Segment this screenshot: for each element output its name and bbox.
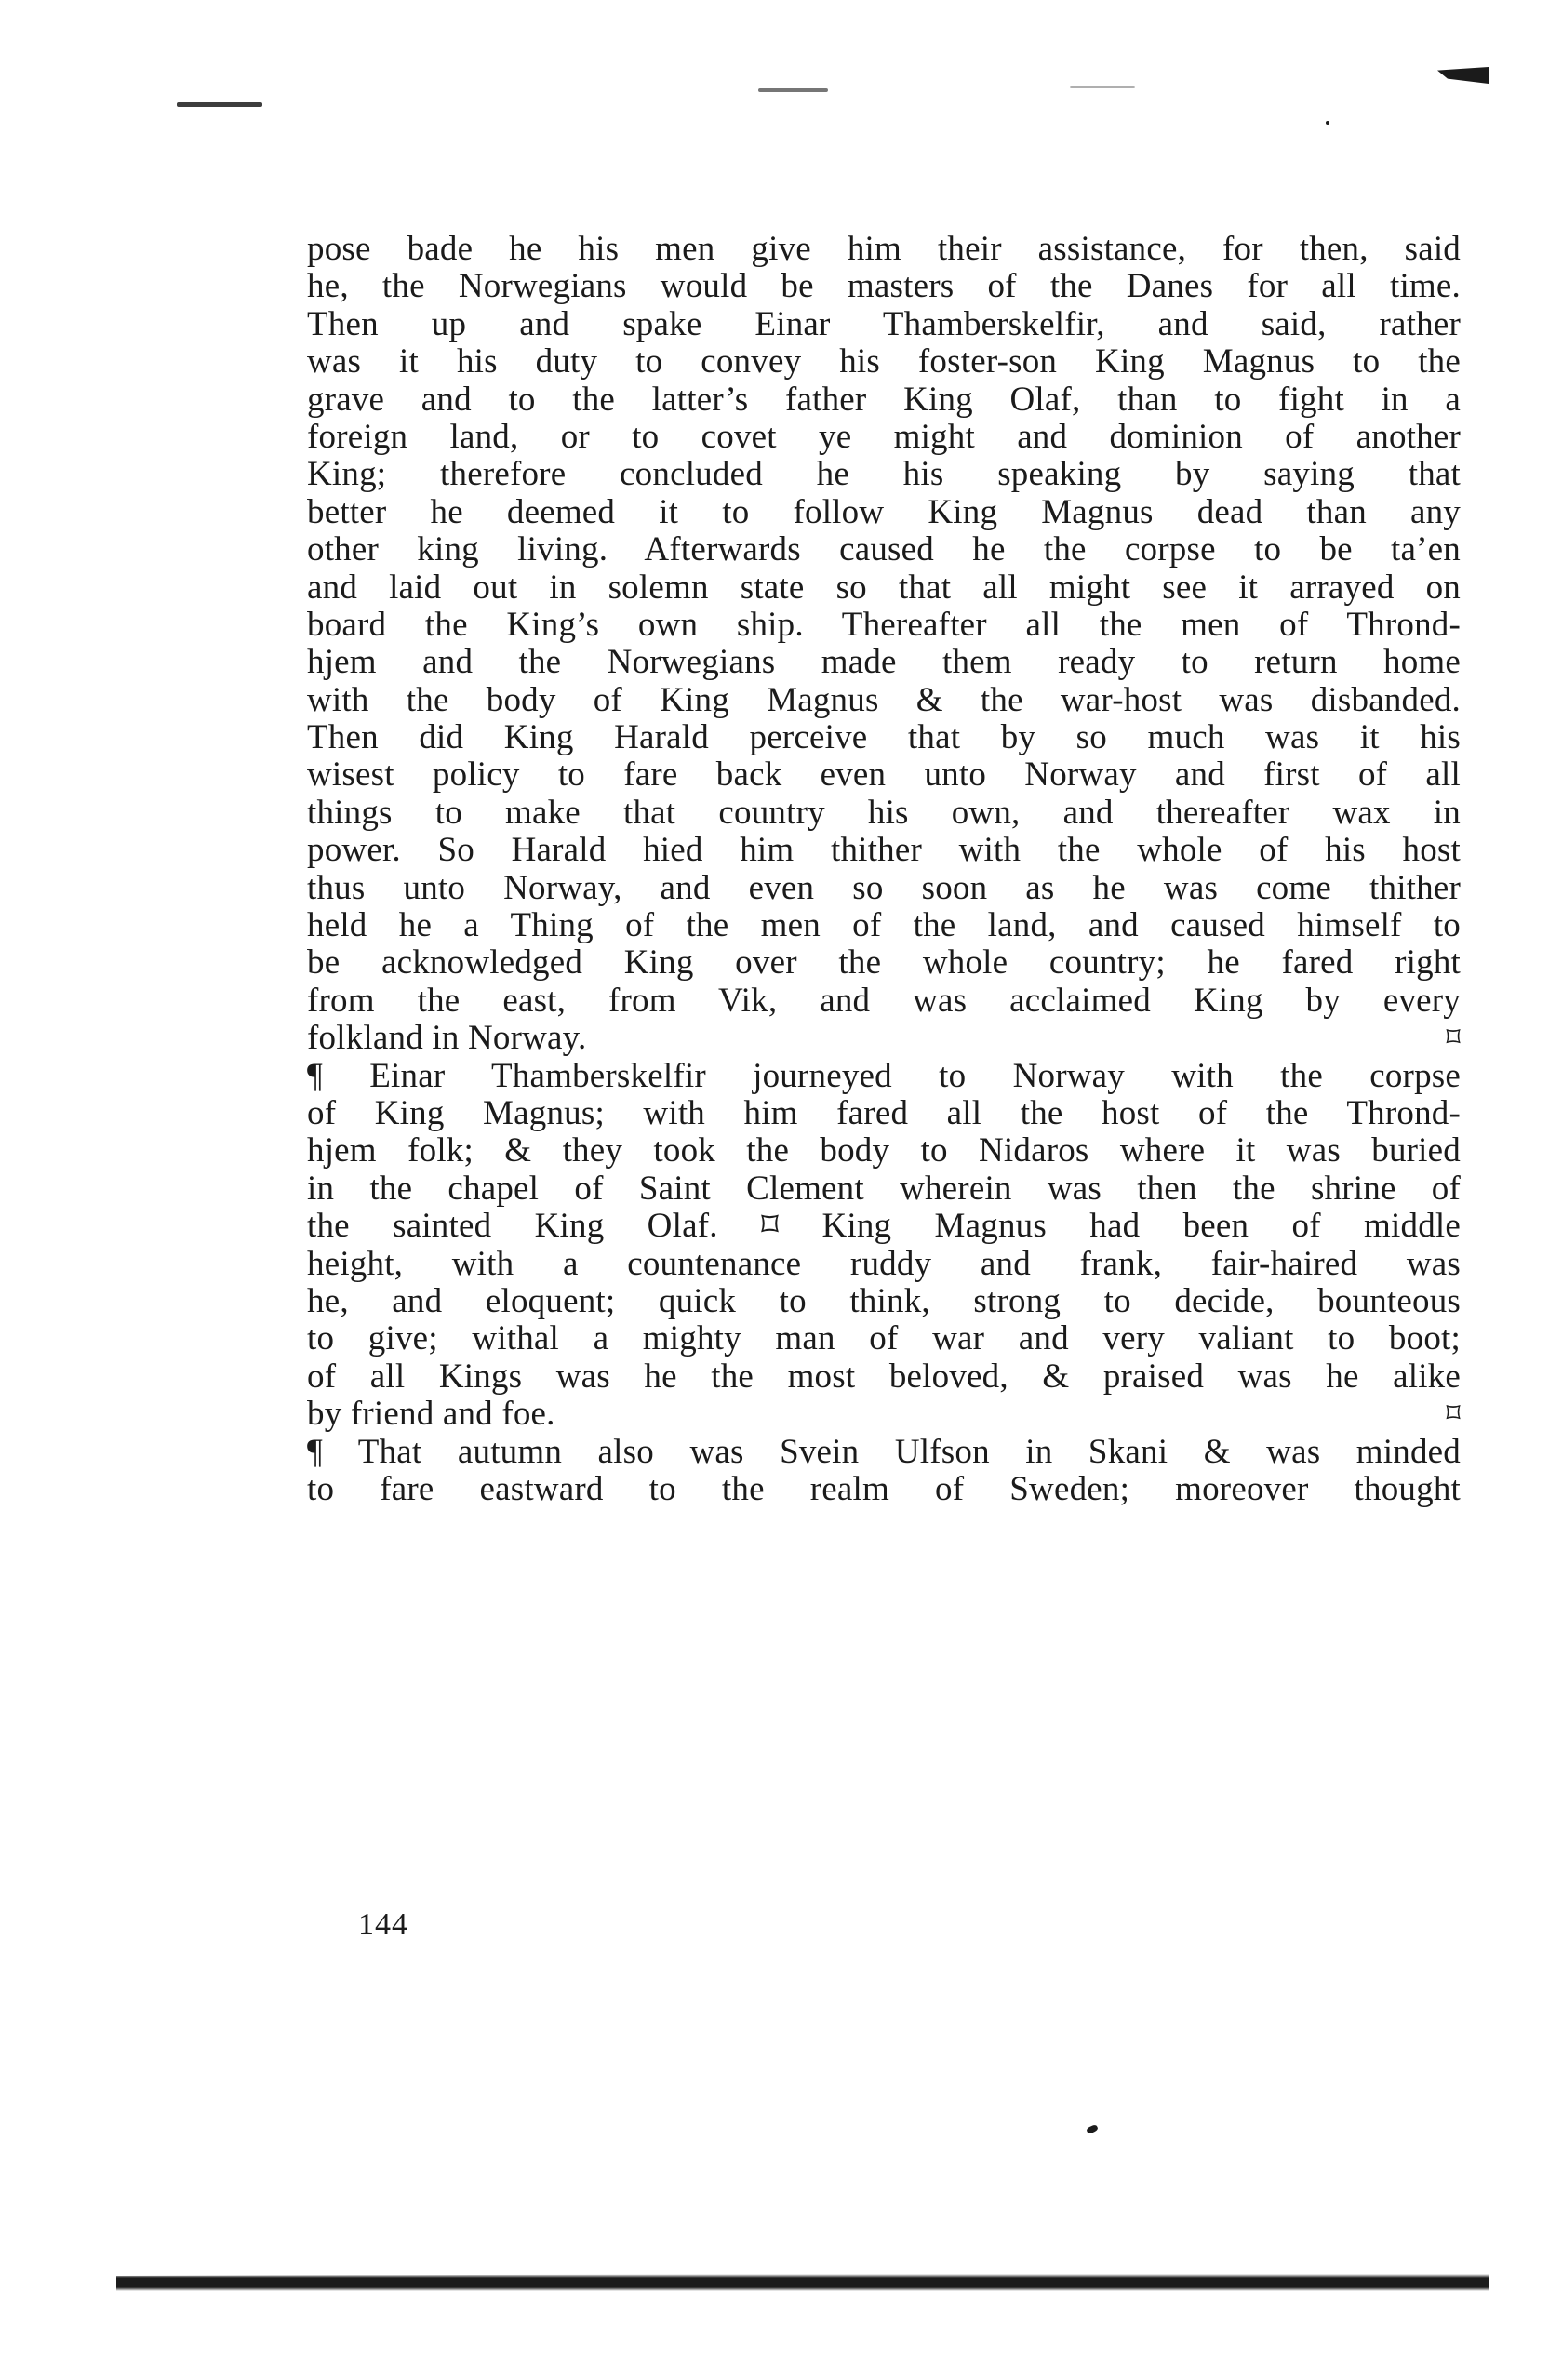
scan-artifact-bar [116,2261,1489,2298]
text-line: in the chapel of Saint Clement wherein was then the shrine of [307,1169,1461,1208]
text-line: King; therefore concluded he his speaking by saying that [307,455,1461,494]
scan-artifact-mark [1070,86,1135,88]
ornament-icon: ⌑ [1446,1023,1461,1054]
text-line: board the King’s own ship. Thereafter all the men of Thrond- [307,605,1461,644]
text-line: other king living. Afterwards caused he the corpse to be ta’en [307,530,1461,569]
text-line: to give; withal a mighty man of war and very valiant to boot; [307,1319,1461,1358]
text-line: was it his duty to convey his foster-son King Magnus to the [307,342,1461,381]
text-line: wisest policy to fare back even unto Norway and first of all [307,755,1461,795]
text-line: he, and eloquent; quick to think, strong to decide, bounteous [307,1281,1461,1320]
scan-artifact-mark [177,102,262,107]
text-line: and laid out in solemn state so that all might see it arrayed on [307,568,1461,607]
text-line: by friend and foe. ⌑ [307,1395,1461,1434]
text-line: of King Magnus; with him fared all the host of the Thrond- [307,1093,1461,1132]
ornament-icon: ⌑ [1446,1398,1461,1430]
text-line: the sainted King Olaf. ⌑ King Magnus had been of middle [307,1207,1461,1246]
scan-artifact-corner [1437,67,1489,84]
text-line: hjem and the Norwegians made them ready to return home [307,643,1461,682]
text-line: he, the Norwegians would be masters of the Danes for all time. [307,267,1461,306]
text-line: be acknowledged King over the whole country; he fared right [307,943,1461,983]
text-line: ¶ That autumn also was Svein Ulfson in Skani & was minded [307,1432,1461,1471]
scan-artifact-mark [758,88,828,92]
text-line: with the body of King Magnus & the war-host was disbanded. [307,680,1461,719]
text-line: power. So Harald hied him thither with the whole of his host [307,831,1461,870]
text-line: thus unto Norway, and even so soon as he was come thither [307,868,1461,907]
text-line: to fare eastward to the realm of Sweden; moreover thought [307,1469,1461,1508]
text-line: better he deemed it to follow King Magnus dead than any [307,492,1461,531]
scan-artifact-blot [1086,2124,1099,2134]
text-line: Then up and spake Einar Thamberskelfir, and said, rather [307,304,1461,343]
text-line: folkland in Norway. ⌑ [307,1019,1461,1058]
text-line: ¶ Einar Thamberskelfir journeyed to Norway with the corpse [307,1056,1461,1095]
scan-artifact-dot [1326,121,1329,125]
text-line: held he a Thing of the men of the land, and caused himself to [307,906,1461,945]
page-number: 144 [358,1907,408,1942]
text-line: height, with a countenance ruddy and frank, fair-haired was [307,1244,1461,1283]
text-line: foreign land, or to covet ye might and dominion of another [307,417,1461,456]
text-line: Then did King Harald perceive that by so much was it his [307,718,1461,757]
text-line: pose bade he his men give him their assistance, for then, said [307,230,1461,268]
text-line: hjem folk; & they took the body to Nidaros where it was buried [307,1131,1461,1170]
text-line: things to make that country his own, and thereafter wax in [307,793,1461,832]
text-line: grave and to the latter’s father King Olaf, than to fight in a [307,380,1461,419]
body-text [307,231,1461,1508]
text-line: of all Kings was he the most beloved, & praised was he alike [307,1357,1461,1396]
text-line: from the east, from Vik, and was acclaimed King by every [307,981,1461,1020]
